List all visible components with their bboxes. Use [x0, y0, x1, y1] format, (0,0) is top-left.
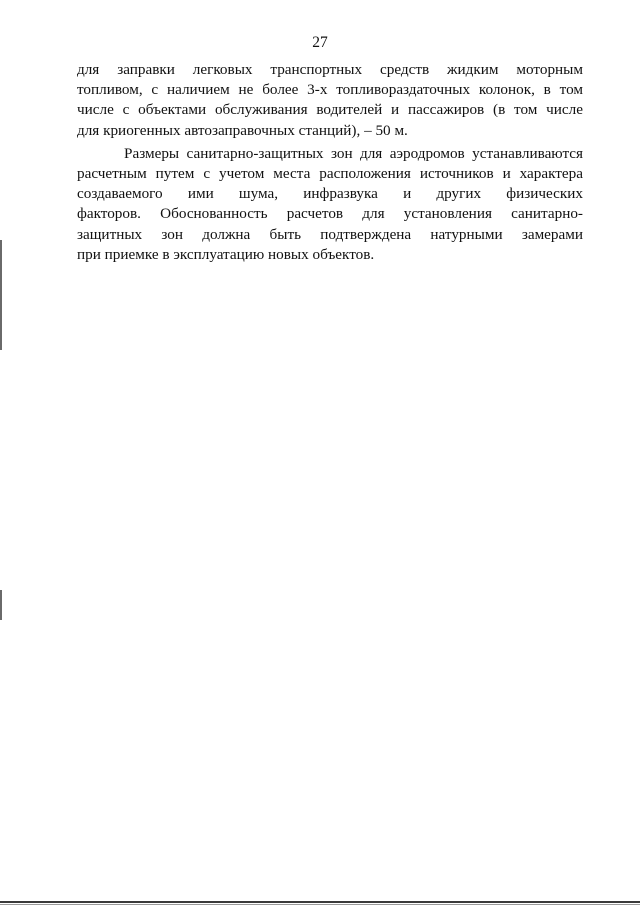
text-line: создаваемого ими шума, инфразвука и других физических: [77, 185, 583, 203]
text-line: для криогенных автозаправочных станций), – 50 м.: [77, 121, 408, 139]
scan-edge-bottom: [0, 901, 640, 903]
text-line: защитных зон должна быть подтверждена натурными замерами: [77, 225, 583, 243]
body-text: [77, 60, 583, 265]
text-line: для заправки легковых транспортных средств жидким моторным: [77, 61, 583, 78]
paragraph-aerodromes: [77, 144, 583, 265]
text-line: топливом, с наличием не более 3-х топливораздаточных колонок, в том: [77, 81, 583, 99]
page-number: 27: [312, 34, 328, 51]
text-line: расчетным путем с учетом места расположения источников и характера: [77, 164, 583, 182]
scan-edge-left-lower: [0, 590, 2, 620]
text-line: факторов. Обоснованность расчетов для установления санитарно-: [77, 205, 583, 223]
text-line: при приемке в эксплуатацию новых объектов.: [77, 245, 375, 263]
text-line: Размеры санитарно-защитных зон для аэродромов устанавливаются: [124, 144, 583, 162]
paragraph-fuel-stations: [77, 60, 583, 141]
text-line: числе с объектами обслуживания водителей и пассажиров (в том числе: [77, 101, 583, 119]
scan-edge-left-upper: [0, 240, 2, 350]
